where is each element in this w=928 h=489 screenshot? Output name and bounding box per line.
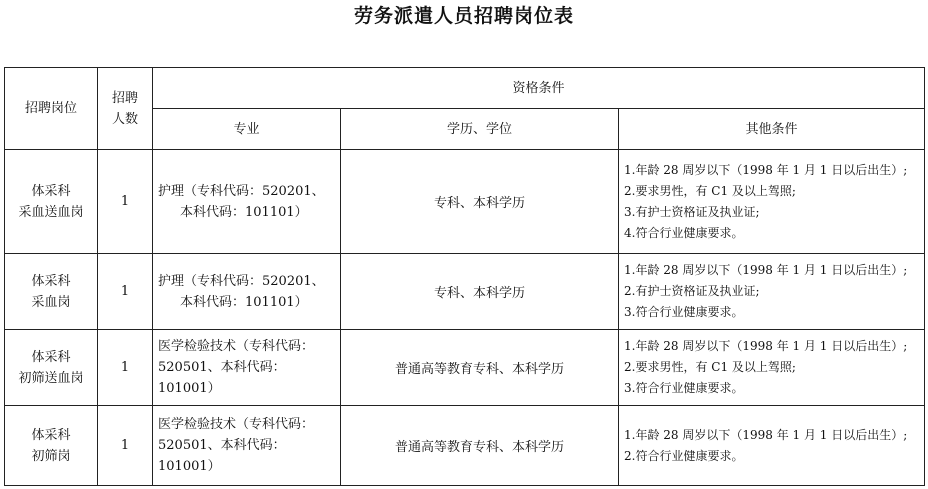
count-cell: 1: [98, 330, 153, 406]
header-qualifications: 资格条件: [153, 68, 925, 109]
other-conditions-cell: 1.年龄 28 周岁以下（1998 年 1 月 1 日以后出生）; 2.要求男性，有 C1 及以上驾照; 3.有护士资格证及执业证; 4.符合行业健康要求。: [619, 150, 925, 254]
education-cell: 普通高等教育专科、本科学历: [341, 406, 619, 486]
header-position: 招聘岗位: [5, 68, 98, 150]
education-cell: 专科、本科学历: [341, 254, 619, 330]
position-cell: 体采科 采血送血岗: [5, 150, 98, 254]
header-count: 招聘 人数: [98, 68, 153, 150]
position-cell: 体采科 初筛送血岗: [5, 330, 98, 406]
major-cell: 护理（专科代码：520201、 本科代码：101101）: [153, 254, 341, 330]
education-cell: 专科、本科学历: [341, 150, 619, 254]
page-title: 劳务派遣人员招聘岗位表: [353, 5, 574, 27]
header-other: 其他条件: [619, 109, 925, 150]
header-major: 专业: [153, 109, 341, 150]
recruitment-table: [4, 67, 925, 486]
major-cell: 医学检验技术（专科代码： 520501、本科代码：101001）: [153, 406, 341, 486]
other-conditions-cell: 1.年龄 28 周岁以下（1998 年 1 月 1 日以后出生）; 2.符合行业健康要求。: [619, 406, 925, 486]
table-row: [5, 254, 925, 330]
header-education: 学历、学位: [341, 109, 619, 150]
position-cell: 体采科 初筛岗: [5, 406, 98, 486]
count-cell: 1: [98, 254, 153, 330]
position-cell: 体采科 采血岗: [5, 254, 98, 330]
table-row: [5, 150, 925, 254]
table-row: [5, 406, 925, 486]
major-cell: 医学检验技术（专科代码： 520501、本科代码：101001）: [153, 330, 341, 406]
count-cell: 1: [98, 406, 153, 486]
count-cell: 1: [98, 150, 153, 254]
other-conditions-cell: 1.年龄 28 周岁以下（1998 年 1 月 1 日以后出生）; 2.有护士资格证及执业证; 3.符合行业健康要求。: [619, 254, 925, 330]
other-conditions-cell: 1.年龄 28 周岁以下（1998 年 1 月 1 日以后出生）; 2.要求男性，有 C1 及以上驾照; 3.符合行业健康要求。: [619, 330, 925, 406]
major-cell: 护理（专科代码：520201、 本科代码：101101）: [153, 150, 341, 254]
table-row: [5, 330, 925, 406]
education-cell: 普通高等教育专科、本科学历: [341, 330, 619, 406]
